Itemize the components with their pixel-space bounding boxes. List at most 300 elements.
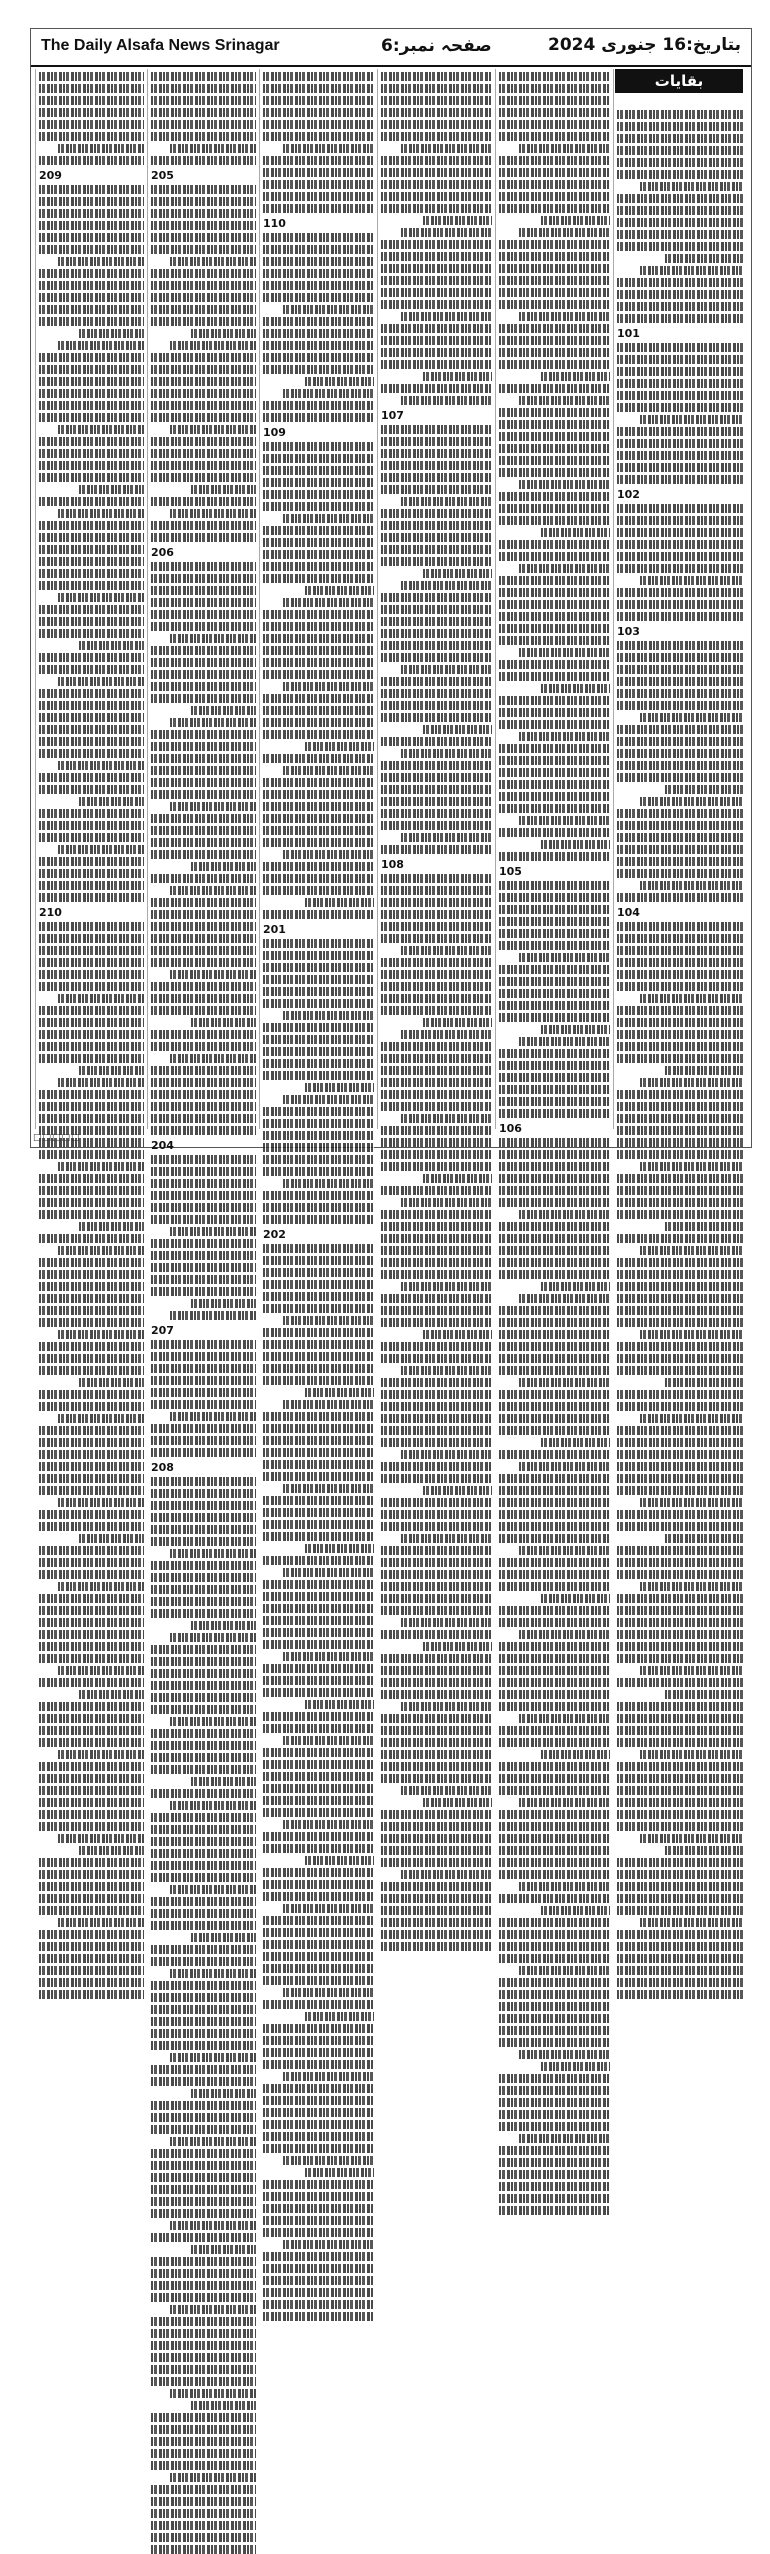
text-line <box>263 490 374 499</box>
text-line <box>305 1856 374 1865</box>
text-line <box>151 1126 256 1135</box>
text-line <box>151 982 256 991</box>
text-line <box>39 84 144 93</box>
text-line <box>151 96 256 105</box>
text-line <box>263 132 374 141</box>
text-line <box>381 713 492 722</box>
text-line <box>151 317 256 326</box>
text-line <box>58 1078 144 1087</box>
text-line <box>381 593 492 602</box>
text-line <box>151 1090 256 1099</box>
text-line <box>617 1954 744 1963</box>
text-line <box>519 144 610 153</box>
text-line <box>39 1942 144 1951</box>
text-line <box>151 413 256 422</box>
continuation-number: 101 <box>617 327 640 340</box>
text-line <box>151 1167 256 1176</box>
text-line <box>170 2137 256 2146</box>
text-line <box>617 1150 744 1159</box>
text-line <box>401 312 492 321</box>
text-line <box>263 1215 374 1224</box>
text-line <box>151 2365 256 2374</box>
text-line <box>170 509 256 518</box>
text-line <box>499 2026 610 2035</box>
text-line <box>381 1390 492 1399</box>
text-line <box>151 1066 256 1075</box>
text-line <box>665 254 744 263</box>
text-line <box>58 1162 144 1171</box>
text-line <box>263 1071 374 1080</box>
text-line <box>170 425 256 434</box>
text-line <box>151 1006 256 1015</box>
text-line <box>519 1882 610 1891</box>
text-line <box>39 1054 144 1063</box>
text-line <box>263 2108 374 2117</box>
text-line <box>263 1131 374 1140</box>
text-line <box>39 156 144 165</box>
text-line <box>617 982 744 991</box>
text-line <box>640 182 744 191</box>
text-line <box>58 509 144 518</box>
text-line <box>617 1906 744 1915</box>
text-line <box>499 1510 610 1519</box>
text-line <box>423 216 492 225</box>
text-line <box>263 2276 374 2285</box>
text-line <box>617 1510 744 1519</box>
text-line <box>499 2182 610 2191</box>
text-line <box>151 2149 256 2158</box>
text-line <box>519 1966 610 1975</box>
text-line <box>151 2029 256 2038</box>
text-line <box>151 598 256 607</box>
text-line <box>263 1059 374 1068</box>
text-line <box>640 994 744 1003</box>
text-line <box>617 1570 744 1579</box>
text-line <box>401 946 492 955</box>
text-line <box>151 1287 256 1296</box>
text-line <box>305 377 374 386</box>
text-line <box>39 233 144 242</box>
text-line <box>39 1114 144 1123</box>
text-line <box>151 1573 256 1582</box>
text-line <box>499 204 610 213</box>
text-line <box>263 2204 374 2213</box>
text-line <box>617 146 744 155</box>
text-line <box>541 1750 610 1759</box>
text-line <box>151 497 256 506</box>
text-line <box>381 970 492 979</box>
text-line <box>58 1414 144 1423</box>
continuation-number: 205 <box>151 169 174 182</box>
text-line <box>170 1633 256 1642</box>
text-line <box>499 1085 610 1094</box>
text-line <box>39 970 144 979</box>
text-line <box>381 288 492 297</box>
text-line <box>617 230 744 239</box>
text-line <box>58 1834 144 1843</box>
text-line <box>263 910 374 919</box>
text-line <box>39 833 144 842</box>
text-line <box>263 951 374 960</box>
text-line <box>617 1054 744 1063</box>
text-line <box>381 994 492 1003</box>
text-line <box>191 1621 256 1630</box>
text-line <box>617 355 744 364</box>
text-line <box>617 1762 744 1771</box>
text-line <box>617 1042 744 1051</box>
text-line <box>499 1109 610 1118</box>
text-line <box>640 1246 744 1255</box>
footer-mark: □□□□□ <box>33 1133 81 1143</box>
text-line <box>381 336 492 345</box>
text-line <box>381 922 492 931</box>
text-line <box>499 1318 610 1327</box>
text-line <box>151 562 256 571</box>
text-line <box>151 365 256 374</box>
text-line <box>151 389 256 398</box>
text-line <box>283 2240 374 2249</box>
text-line <box>263 2288 374 2297</box>
text-line <box>263 1868 374 1877</box>
text-line <box>499 348 610 357</box>
text-line <box>617 206 744 215</box>
text-line <box>79 1846 144 1855</box>
text-line <box>499 1174 610 1183</box>
text-line <box>151 305 256 314</box>
text-line <box>283 2156 374 2165</box>
text-line <box>401 833 492 842</box>
text-line <box>381 1774 492 1783</box>
text-line <box>381 1318 492 1327</box>
text-line <box>263 1844 374 1853</box>
text-line <box>381 1294 492 1303</box>
text-line <box>39 1726 144 1735</box>
text-line <box>39 982 144 991</box>
text-line <box>381 1738 492 1747</box>
text-line <box>499 1822 610 1831</box>
text-line <box>401 1114 492 1123</box>
text-line <box>151 120 256 129</box>
text-line <box>381 737 492 746</box>
text-line <box>381 689 492 698</box>
text-line <box>39 521 144 530</box>
text-line <box>381 96 492 105</box>
text-line <box>665 1222 744 1231</box>
text-line <box>617 403 744 412</box>
text-line <box>381 533 492 542</box>
text-line <box>39 1894 144 1903</box>
text-line <box>263 658 374 667</box>
text-line <box>617 1030 744 1039</box>
text-line <box>381 264 492 273</box>
text-line <box>381 1102 492 1111</box>
text-line <box>151 2017 256 2026</box>
text-line <box>283 1095 374 1104</box>
text-line <box>39 749 144 758</box>
text-line <box>151 1765 256 1774</box>
text-line <box>381 773 492 782</box>
text-line <box>519 228 610 237</box>
text-line <box>617 1282 744 1291</box>
text-line <box>617 528 744 537</box>
text-line <box>499 941 610 950</box>
text-line <box>617 958 744 967</box>
text-line <box>617 278 744 287</box>
text-line <box>541 372 610 381</box>
text-line <box>499 1097 610 1106</box>
text-line <box>151 1424 256 1433</box>
text-line <box>519 1630 610 1639</box>
text-line <box>617 1930 744 1939</box>
text-line <box>39 305 144 314</box>
text-line <box>39 1702 144 1711</box>
text-line <box>151 994 256 1003</box>
text-line <box>263 1304 374 1313</box>
text-line <box>381 132 492 141</box>
text-line <box>381 1498 492 1507</box>
text-line <box>151 934 256 943</box>
text-line <box>39 1018 144 1027</box>
text-line <box>617 653 744 662</box>
text-line <box>381 1930 492 1939</box>
text-line <box>499 1073 610 1082</box>
text-line <box>151 1376 256 1385</box>
text-line <box>499 1354 610 1363</box>
text-line <box>617 1462 744 1471</box>
text-line <box>617 1606 744 1615</box>
text-line <box>151 946 256 955</box>
text-line <box>665 1378 744 1387</box>
text-line <box>39 1882 144 1891</box>
text-line <box>401 1618 492 1627</box>
text-line <box>381 1690 492 1699</box>
text-line <box>39 72 144 81</box>
text-line <box>617 1390 744 1399</box>
text-line <box>151 156 256 165</box>
text-line <box>499 917 610 926</box>
article-columns <box>35 69 747 1474</box>
text-line <box>263 2000 374 2009</box>
text-line <box>263 257 374 266</box>
text-line <box>263 2192 374 2201</box>
text-line <box>263 317 374 326</box>
text-line <box>640 1918 744 1927</box>
text-line <box>617 934 744 943</box>
text-line <box>381 958 492 967</box>
text-line <box>283 1820 374 1829</box>
column-3 <box>377 69 495 1129</box>
text-line <box>499 444 610 453</box>
text-line <box>617 110 744 119</box>
text-line <box>499 1186 610 1195</box>
text-line <box>39 1906 144 1915</box>
text-line <box>170 1969 256 1978</box>
text-line <box>151 682 256 691</box>
text-line <box>499 576 610 585</box>
text-line <box>263 1167 374 1176</box>
text-line <box>151 1263 256 1272</box>
text-line <box>263 999 374 1008</box>
text-line <box>499 384 610 393</box>
text-line <box>519 732 610 741</box>
text-line <box>617 761 744 770</box>
text-line <box>499 1858 610 1867</box>
text-line <box>263 1772 374 1781</box>
text-line <box>381 1354 492 1363</box>
text-line <box>263 192 374 201</box>
text-line <box>283 144 374 153</box>
text-line <box>519 1798 610 1807</box>
text-line <box>39 1858 144 1867</box>
text-line <box>617 1186 744 1195</box>
text-line <box>499 1414 610 1423</box>
text-line <box>381 1414 492 1423</box>
text-line <box>151 2041 256 2050</box>
text-line <box>263 1760 374 1769</box>
text-line <box>151 850 256 859</box>
text-line <box>381 934 492 943</box>
continuation-number: 209 <box>39 169 62 182</box>
text-line <box>263 1155 374 1164</box>
text-line <box>191 485 256 494</box>
text-line <box>499 1330 610 1339</box>
text-line <box>617 1366 744 1375</box>
text-line <box>617 1102 744 1111</box>
text-line <box>39 1030 144 1039</box>
text-line <box>617 463 744 472</box>
text-line <box>263 790 374 799</box>
text-line <box>39 1318 144 1327</box>
text-line <box>151 269 256 278</box>
text-line <box>58 1498 144 1507</box>
text-line <box>617 1618 744 1627</box>
text-line <box>263 1412 374 1421</box>
text-line <box>541 1438 610 1447</box>
text-line <box>263 108 374 117</box>
text-line <box>381 252 492 261</box>
text-line <box>381 1582 492 1591</box>
text-line <box>401 144 492 153</box>
text-line <box>381 449 492 458</box>
text-line <box>58 341 144 350</box>
text-line <box>499 905 610 914</box>
text-line <box>381 886 492 895</box>
text-line <box>151 2125 256 2134</box>
text-line <box>151 1155 256 1164</box>
text-line <box>283 1904 374 1913</box>
text-line <box>499 1954 610 1963</box>
text-line <box>151 108 256 117</box>
text-line <box>39 353 144 362</box>
text-line <box>617 1822 744 1831</box>
text-line <box>617 1702 744 1711</box>
text-line <box>423 1174 492 1183</box>
text-line <box>151 1753 256 1762</box>
text-line <box>39 1198 144 1207</box>
text-line <box>263 180 374 189</box>
text-line <box>519 480 610 489</box>
text-line <box>39 401 144 410</box>
text-line <box>499 612 610 621</box>
text-line <box>263 454 374 463</box>
text-line <box>263 1892 374 1901</box>
text-line <box>617 922 744 931</box>
text-line <box>39 96 144 105</box>
text-line <box>499 1786 610 1795</box>
text-line <box>170 1311 256 1320</box>
text-line <box>151 1981 256 1990</box>
text-line <box>305 2012 374 2021</box>
text-line <box>263 168 374 177</box>
text-line <box>519 2134 610 2143</box>
text-line <box>499 1978 610 1987</box>
text-line <box>499 1870 610 1879</box>
text-line <box>39 958 144 967</box>
text-line <box>381 1234 492 1243</box>
text-line <box>381 156 492 165</box>
text-line <box>381 473 492 482</box>
text-line <box>39 809 144 818</box>
text-line <box>305 1083 374 1092</box>
text-line <box>39 1822 144 1831</box>
text-line <box>381 72 492 81</box>
text-line <box>519 564 610 573</box>
text-line <box>151 1513 256 1522</box>
text-line <box>499 1666 610 1675</box>
text-line <box>263 1640 374 1649</box>
text-line <box>151 658 256 667</box>
text-line <box>401 1870 492 1879</box>
text-line <box>499 1654 610 1663</box>
text-line <box>499 540 610 549</box>
text-line <box>39 1174 144 1183</box>
text-line <box>381 1162 492 1171</box>
text-line <box>263 293 374 302</box>
page-number: صفحہ نمبر:6 <box>381 36 492 56</box>
text-line <box>499 2086 610 2095</box>
text-line <box>381 384 492 393</box>
text-line <box>499 1402 610 1411</box>
text-line <box>263 538 374 547</box>
column-6 <box>35 69 147 1129</box>
text-line <box>381 653 492 662</box>
text-line <box>39 922 144 931</box>
text-line <box>499 1474 610 1483</box>
text-line <box>499 2002 610 2011</box>
text-line <box>263 1364 374 1373</box>
text-line <box>401 749 492 758</box>
text-line <box>499 1834 610 1843</box>
text-line <box>39 581 144 590</box>
text-line <box>499 2158 610 2167</box>
text-line <box>170 1885 256 1894</box>
text-line <box>263 72 374 81</box>
text-line <box>401 396 492 405</box>
text-line <box>617 677 744 686</box>
text-line <box>617 1270 744 1279</box>
paper-name: The Daily Alsafa News Srinagar <box>41 37 280 54</box>
text-line <box>79 1378 144 1387</box>
issue-date: بتاریخ:16 جنوری 2024 <box>548 35 741 55</box>
text-line <box>39 1870 144 1879</box>
text-line <box>617 1642 744 1651</box>
text-line <box>151 1239 256 1248</box>
text-line <box>151 1215 256 1224</box>
text-line <box>263 1448 374 1457</box>
text-line <box>39 617 144 626</box>
text-line <box>151 2377 256 2386</box>
text-line <box>381 521 492 530</box>
